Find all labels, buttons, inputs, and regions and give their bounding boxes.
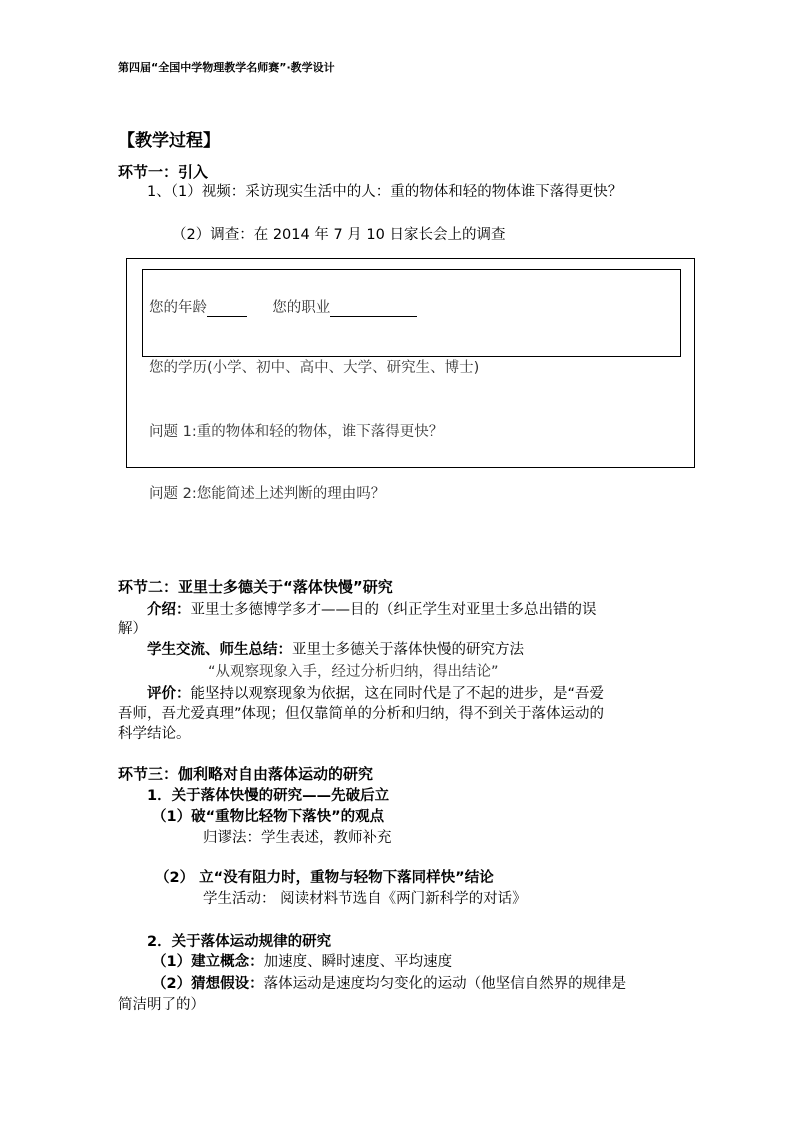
section2-eval-label: 评价：	[147, 686, 191, 702]
section3-sub1-1-detail: 归谬法：学生表述，教师补充	[203, 830, 392, 846]
section3-sub2-1-label: （1）建立概念：	[152, 954, 264, 970]
section2-quote: “从观察现象入手，经过分析归纳，得出结论”	[208, 664, 499, 680]
survey-question-2: 问题 2:您能简述上述判断的理由吗？	[149, 486, 386, 502]
section3-sub2-2-line2: 简洁明了的）	[118, 997, 205, 1013]
section2-intro-label: 介绍：	[147, 602, 191, 618]
section2-eval-text: 能坚持以观察现象为依据，这在同时代是了不起的进步，是“吾爱	[190, 686, 605, 702]
section2-intro	[147, 598, 597, 619]
section2-eval	[147, 682, 604, 703]
section2-title: 环节二：亚里士多德关于“落体快慢”研究	[118, 578, 393, 596]
section1-title: 环节一：引入	[118, 163, 209, 181]
section3-sub2-1	[152, 950, 452, 971]
section3-sub2-1-text: 加速度、瞬时速度、平均速度	[263, 954, 453, 970]
section2-eval-line2: 吾师，吾尤爱真理”体现；但仅靠简单的分析和归纳，得不到关于落体运动的	[118, 706, 605, 722]
section1-item1: 1、（1）视频：采访现实生活中的人：重的物体和轻的物体谁下落得更快？	[147, 184, 623, 200]
survey-job-label: 您的职业	[272, 300, 331, 316]
section2-intro-line2: 解）	[118, 621, 147, 637]
section3-sub2: 2．关于落体运动规律的研究	[147, 934, 332, 950]
survey-age-label: 您的年龄	[149, 300, 207, 316]
survey-job-blank	[330, 302, 417, 317]
survey-age-blank	[207, 302, 247, 317]
survey-question-1: 问题 1:重的物体和轻的物体，谁下落得更快？	[149, 424, 444, 440]
section-heading: 【教学过程】	[118, 131, 220, 151]
section2-summary-label: 学生交流、师生总结：	[147, 642, 292, 658]
section3-sub2-2-text: 落体运动是速度均匀变化的运动（他坚信自然界的规律是	[263, 976, 627, 992]
section2-summary-text: 亚里士多德关于落体快慢的研究方法	[292, 642, 524, 658]
survey-age-row	[149, 296, 417, 317]
section3-sub1: 1．关于落体快慢的研究——先破后立	[147, 788, 390, 804]
section3-sub1-2: （2） 立“没有阻力时，重物与轻物下落同样快”结论	[155, 870, 494, 886]
section2-intro-text: 亚里士多德博学多才——目的（纠正学生对亚里士多总出错的误	[190, 602, 597, 618]
section3-sub2-2-label: （2）猜想假设：	[152, 976, 264, 992]
section3-sub2-2	[152, 972, 626, 993]
section3-title: 环节三：伽利略对自由落体运动的研究	[118, 765, 374, 783]
section3-sub1-1: （1）破“重物比轻物下落快”的观点	[152, 809, 385, 825]
page-header: 第四届“全国中学物理教学名师赛”·教学设计	[118, 61, 335, 74]
section1-item2: （2）调查：在 2014 年 7 月 10 日家长会上的调查	[172, 227, 506, 243]
section3-sub1-2-detail: 学生活动： 阅读材料节选自《两门新科学的对话》	[203, 891, 527, 907]
survey-education: 您的学历(小学、初中、高中、大学、研究生、博士)	[149, 360, 480, 376]
section2-summary	[147, 638, 524, 659]
section2-eval-line3: 科学结论。	[118, 726, 191, 742]
